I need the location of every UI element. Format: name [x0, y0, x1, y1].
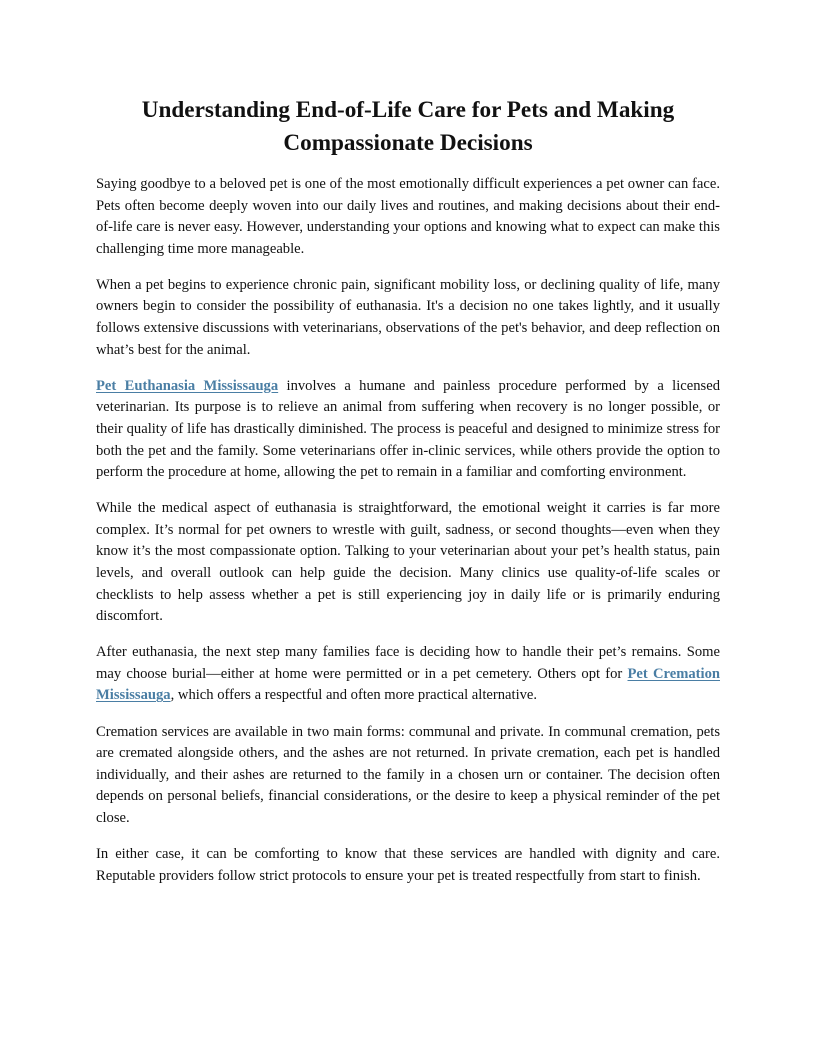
link-pet-euthanasia-mississauga[interactable]: Pet Euthanasia Mississauga — [96, 377, 279, 394]
paragraph-remains-options — [96, 642, 720, 707]
paragraph-intro: Saying goodbye to a beloved pet is one of the most emotionally difficult experiences a pet owner can face. Pets often become deeply woven into our daily lives and routines, and making decisions about their end-of-life care is never easy. However, understanding your options and knowing what to expect can make this challenging time more manageable. — [96, 176, 720, 257]
page-title: Understanding End-of-Life Care for Pets and Making Compassionate Decisions — [141, 97, 675, 156]
paragraph-euthanasia-procedure — [96, 376, 720, 484]
paragraph-cremation-types: Cremation services are available in two main forms: communal and private. In communal cremation, pets are cremated alongside others, and the ashes are not returned. In private cremation, each pet is handled individually, and their ashes are returned to the family in a chosen urn or container. The decision often depends on personal beliefs, financial considerations, or the desire to keep a physical reminder of the pet close. — [96, 723, 720, 826]
paragraph-text: involves a humane and painless procedure performed by a licensed veterinarian. Its purpose is to relieve an animal from suffering when recovery is no longer possible, or their quality of life has drastically diminished. The process is peaceful and designed to minimize stress for both the pet and the family. Some veterinarians offer in-clinic services, while others provide the option to perform the procedure at home, allowing the pet to remain in a familiar and comforting environment. — [96, 377, 720, 481]
paragraph-euthanasia-consideration: When a pet begins to experience chronic pain, significant mobility loss, or declining quality of life, many owners begin to consider the possibility of euthanasia. It's a decision no one takes lightly, and it usually follows extensive discussions with veterinarians, observations of the pet's behavior, and deep reflection on what’s best for the animal. — [96, 276, 720, 358]
paragraph-closing: In either case, it can be comforting to know that these services are handled with dignity and care. Reputable providers follow strict protocols to ensure your pet is treated respectfully from start to finish. — [96, 846, 720, 884]
paragraph-text: After euthanasia, the next step many families face is deciding how to handle their pet’s remains. Some may choose burial—either at home were permitted or in a pet cemetery. Others opt for — [96, 644, 720, 682]
link-pet-cremation-mississauga[interactable]: Pet Cremation Mississauga — [96, 665, 720, 704]
document-page — [96, 94, 720, 902]
paragraph-text: , which offers a respectful and often more practical alternative. — [170, 687, 538, 704]
paragraph-emotional-weight: While the medical aspect of euthanasia is straightforward, the emotional weight it carries is far more complex. It’s normal for pet owners to wrestle with guilt, sadness, or second thoughts—even when they know it’s the most compassionate option. Talking to your veterinarian about your pet’s health status, pain levels, and overall outlook can help guide the decision. Many clinics use quality-of-life scales or checklists to help assess whether a pet is still experiencing joy in daily life or is primarily enduring discomfort. — [96, 500, 720, 625]
